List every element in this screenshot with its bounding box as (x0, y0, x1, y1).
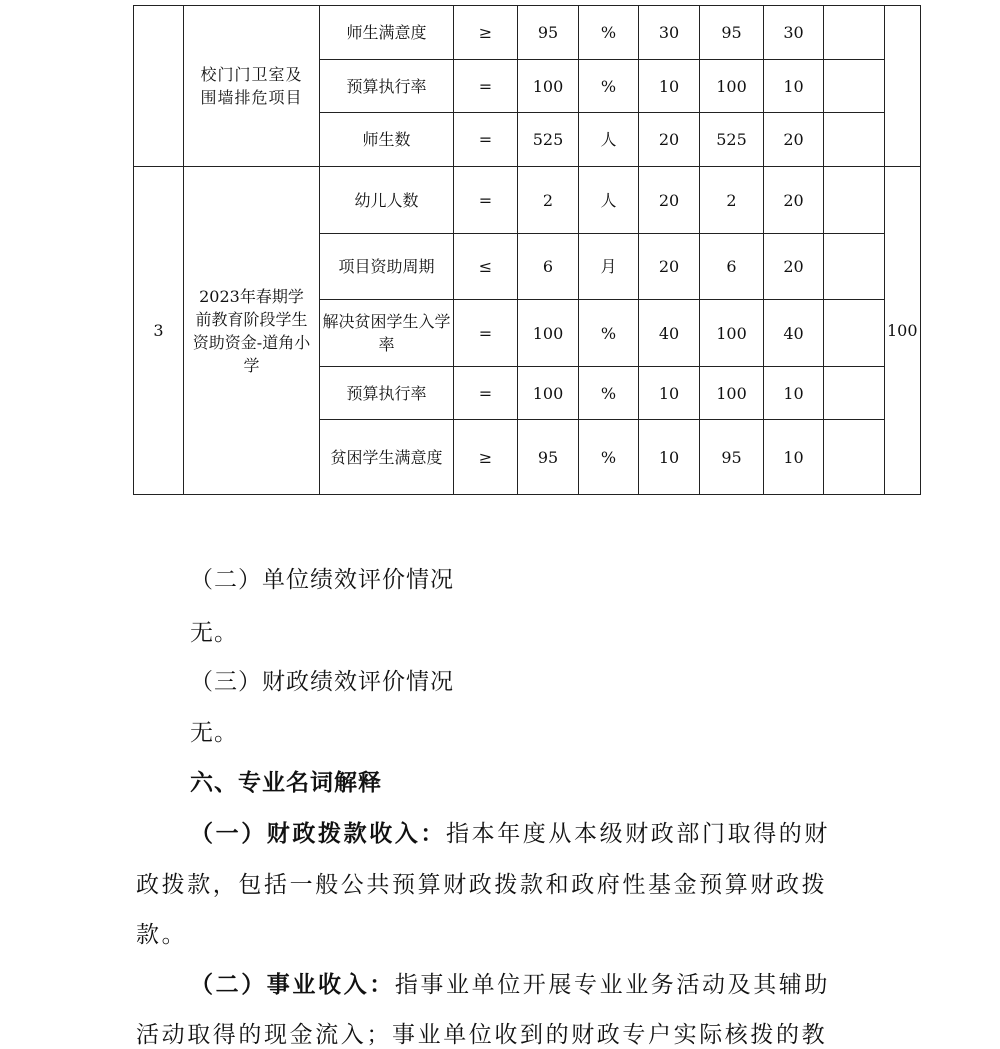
table-row (134, 167, 921, 234)
weight-cell: 30 (639, 6, 700, 60)
unit-cell: % (579, 420, 639, 495)
operator-cell: = (454, 367, 518, 420)
actual-cell: 100 (700, 60, 764, 113)
term-paragraph-line: 活动取得的现金流入；事业单位收到的财政专户实际核拨的教 (136, 1022, 828, 1048)
actual-cell: 95 (700, 420, 764, 495)
indicator-cell: 幼儿人数 (320, 167, 454, 234)
performance-table (133, 5, 921, 495)
table-row (134, 6, 921, 60)
unit-cell: % (579, 60, 639, 113)
score-cell: 40 (764, 300, 824, 367)
weight-cell: 10 (639, 367, 700, 420)
term-text: 指事业单位开展专业业务活动及其辅助 (394, 972, 831, 998)
index-cell (134, 6, 184, 167)
term-paragraph-line: 款。 (136, 922, 188, 948)
score-cell: 10 (764, 420, 824, 495)
operator-cell: ≤ (454, 234, 518, 300)
actual-cell: 2 (700, 167, 764, 234)
target-cell: 100 (518, 60, 579, 113)
project-name-cell: 2023年春期学前教育阶段学生资助资金-道角小学 (184, 167, 320, 495)
total-cell: 100 (885, 167, 921, 495)
actual-cell: 6 (700, 234, 764, 300)
section-body: 无。 (190, 720, 238, 746)
operator-cell: ≥ (454, 420, 518, 495)
note-cell (824, 167, 885, 234)
indicator-cell: 预算执行率 (320, 367, 454, 420)
score-cell: 20 (764, 234, 824, 300)
term-text: 指本年度从本级财政部门取得的财 (446, 821, 830, 847)
target-cell: 100 (518, 367, 579, 420)
unit-cell: % (579, 367, 639, 420)
note-cell (824, 113, 885, 167)
weight-cell: 10 (639, 420, 700, 495)
operator-cell: = (454, 167, 518, 234)
note-cell (824, 367, 885, 420)
note-cell (824, 420, 885, 495)
target-cell: 525 (518, 113, 579, 167)
unit-cell: % (579, 6, 639, 60)
unit-cell: 人 (579, 113, 639, 167)
operator-cell: = (454, 60, 518, 113)
weight-cell: 40 (639, 300, 700, 367)
target-cell: 100 (518, 300, 579, 367)
note-cell (824, 234, 885, 300)
score-cell: 30 (764, 6, 824, 60)
actual-cell: 100 (700, 367, 764, 420)
target-cell: 95 (518, 6, 579, 60)
chapter-heading: 六、专业名词解释 (190, 770, 382, 796)
operator-cell: = (454, 113, 518, 167)
actual-cell: 525 (700, 113, 764, 167)
operator-cell: ≥ (454, 6, 518, 60)
section-heading: （二）单位绩效评价情况 (190, 567, 454, 593)
note-cell (824, 300, 885, 367)
unit-cell: 月 (579, 234, 639, 300)
score-cell: 10 (764, 367, 824, 420)
term-label: （一）财政拨款收入： (190, 820, 446, 847)
indicator-cell: 师生满意度 (320, 6, 454, 60)
term-paragraph-line (190, 815, 830, 848)
indicator-cell: 解决贫困学生入学率 (320, 300, 454, 367)
indicator-cell: 预算执行率 (320, 60, 454, 113)
target-cell: 2 (518, 167, 579, 234)
indicator-cell: 师生数 (320, 113, 454, 167)
term-paragraph-line: 政拨款，包括一般公共预算财政拨款和政府性基金预算财政拨 (136, 872, 828, 898)
weight-cell: 20 (639, 113, 700, 167)
target-cell: 6 (518, 234, 579, 300)
note-cell (824, 6, 885, 60)
weight-cell: 20 (639, 167, 700, 234)
weight-cell: 10 (639, 60, 700, 113)
project-name-cell: 校门门卫室及围墙排危项目 (184, 6, 320, 167)
total-cell (885, 6, 921, 167)
unit-cell: % (579, 300, 639, 367)
operator-cell: = (454, 300, 518, 367)
note-cell (824, 60, 885, 113)
weight-cell: 20 (639, 234, 700, 300)
section-heading: （三）财政绩效评价情况 (190, 669, 454, 695)
score-cell: 20 (764, 167, 824, 234)
indicator-cell: 项目资助周期 (320, 234, 454, 300)
score-cell: 20 (764, 113, 824, 167)
indicator-cell: 贫困学生满意度 (320, 420, 454, 495)
term-paragraph-line (190, 966, 830, 999)
actual-cell: 95 (700, 6, 764, 60)
term-label: （二）事业收入： (190, 971, 395, 998)
score-cell: 10 (764, 60, 824, 113)
section-body: 无。 (190, 620, 238, 646)
actual-cell: 100 (700, 300, 764, 367)
index-cell: 3 (134, 167, 184, 495)
target-cell: 95 (518, 420, 579, 495)
unit-cell: 人 (579, 167, 639, 234)
